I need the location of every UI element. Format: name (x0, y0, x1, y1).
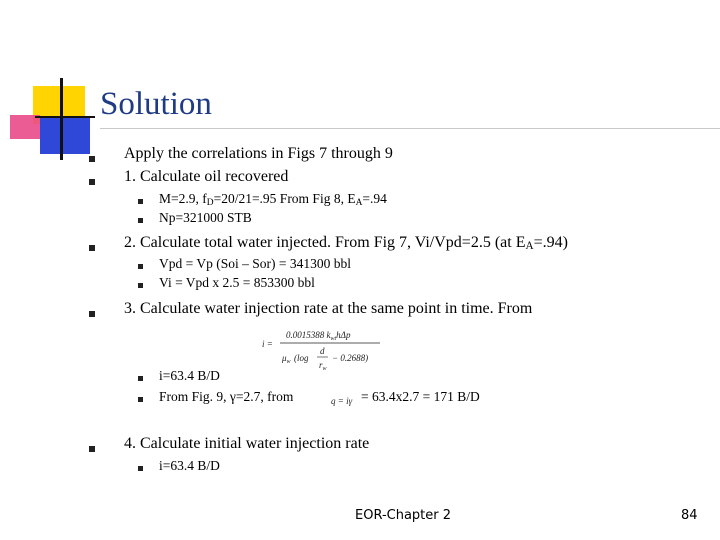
footer-page-number: 84 (681, 508, 698, 523)
logo-blue-square (40, 118, 90, 154)
bullet-marker (89, 245, 95, 251)
logo-horizontal-line (35, 116, 95, 118)
sub-bullet-marker (138, 218, 143, 223)
bullet-marker (89, 156, 95, 162)
bullet-calc-injection-rate: 3. Calculate water injection rate at the same point in time. From (124, 300, 533, 317)
formula-lhs: i = (262, 339, 273, 349)
sub-bullet-np: Np=321000 STB (159, 210, 252, 225)
sub-bullet-marker (138, 283, 143, 288)
bullet-calc-oil-recovered: 1. Calculate oil recovered (124, 168, 289, 185)
sub-bullet-gamma: From Fig. 9, γ=2.7, from (159, 389, 294, 404)
formula-inner-denominator: $r_w$ (319, 360, 327, 372)
sub-bullet-marker (138, 466, 143, 471)
sub-bullet-marker (138, 376, 143, 381)
gamma-formula (330, 392, 364, 408)
bullet-calc-initial-rate: 4. Calculate initial water injection rate (124, 435, 370, 452)
bullet-apply-correlations: Apply the correlations in Figs 7 through 9 (124, 145, 393, 162)
logo-vertical-line (60, 78, 63, 160)
slide-title: Solution (100, 86, 212, 122)
bullet-marker (89, 179, 95, 185)
bullet-calc-water-injected: 2. Calculate total water injected. From Fig 7, Vi/Vpd=2.5 (at $E_A=.94$) (124, 234, 568, 252)
footer-chapter: EOR-Chapter 2 (355, 508, 452, 523)
sub-bullet-marker (138, 199, 143, 204)
sub-bullet-marker (138, 397, 143, 402)
formula-inner-numerator: d (320, 346, 325, 356)
logo-red-square (10, 115, 40, 139)
formula-denominator-mu: $\mu_w$ (282, 353, 291, 365)
formula-denominator-constant: − 0.2688) (332, 353, 369, 363)
title-divider (100, 128, 720, 129)
sub-bullet-gamma-result: = 63.4x2.7 = 171 B/D (361, 389, 480, 404)
gamma-formula-text: q = iγ (331, 396, 353, 406)
formula-numerator: 0.0015388 $k_{wt}h\Delta p$ (286, 330, 351, 342)
formula-denominator-log: (log (294, 353, 309, 363)
sub-bullet-initial-rate: i=63.4 B/D (159, 458, 220, 473)
bullet-marker (89, 311, 95, 317)
bullet-marker (89, 446, 95, 452)
sub-bullet-vi: Vi = Vpd x 2.5 = 853300 bbl (159, 275, 315, 290)
sub-bullet-vpd: Vpd = Vp (Soi – Sor) = 341300 bbl (159, 256, 351, 271)
injection-rate-formula (262, 326, 384, 376)
sub-bullet-marker (138, 264, 143, 269)
sub-bullet-rate: i=63.4 B/D (159, 368, 220, 383)
sub-bullet-mobility-ratio: M=2.9, $f_D=20/21=.95$ From Fig 8, $E_A=.94$ (159, 191, 387, 208)
slide-logo-graphic (0, 0, 100, 170)
